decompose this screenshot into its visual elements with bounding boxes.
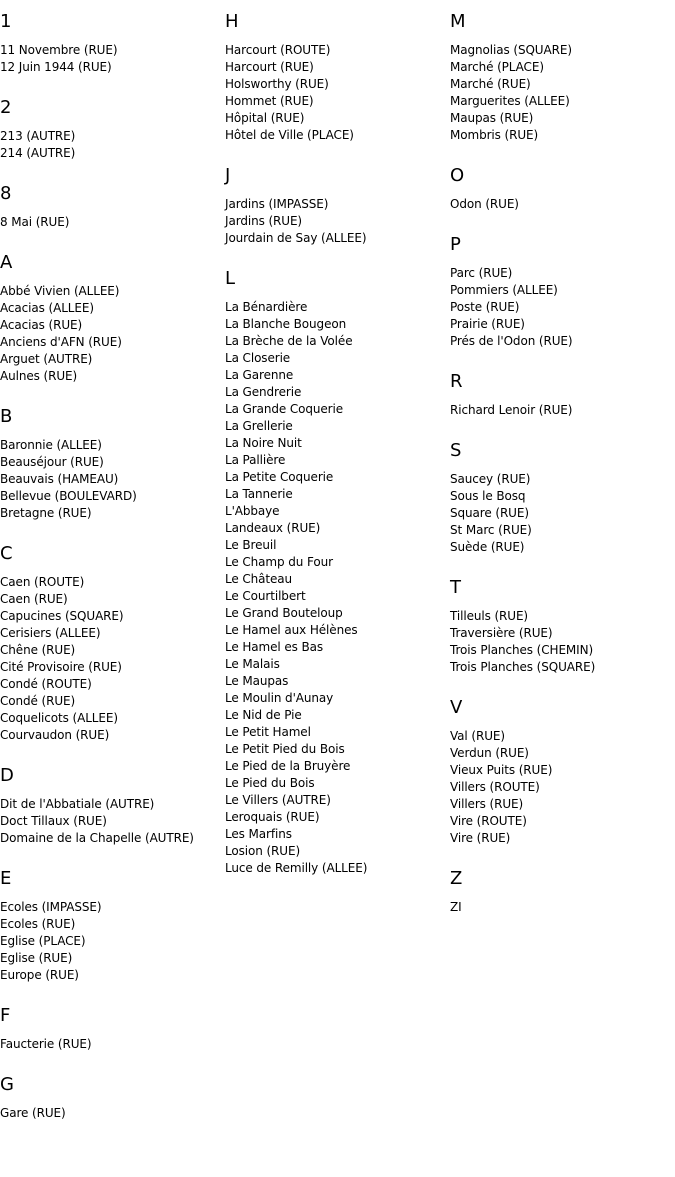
street-item[interactable]: Dit de l'Abbatiale (AUTRE) — [0, 797, 155, 811]
street-item[interactable]: 214 (AUTRE) — [0, 146, 76, 160]
letter-heading: A — [0, 252, 13, 273]
letter-group — [0, 543, 225, 744]
street-item[interactable]: Marché (PLACE) — [450, 60, 544, 74]
street-item[interactable]: Le Nid de Pie — [225, 708, 302, 722]
street-list — [450, 608, 675, 676]
letter-group — [0, 183, 225, 231]
letter-heading: M — [450, 11, 466, 32]
street-item[interactable]: Le Hamel aux Hélènes — [225, 623, 358, 637]
street-item[interactable]: Prairie (RUE) — [450, 317, 525, 331]
street-item[interactable]: Beauséjour (RUE) — [0, 455, 104, 469]
street-item[interactable]: Jourdain de Say (ALLEE) — [225, 231, 367, 245]
street-item[interactable]: La Garenne — [225, 368, 294, 382]
street-item[interactable]: Jardins (RUE) — [225, 214, 303, 228]
street-item[interactable]: Val (RUE) — [450, 729, 505, 743]
letter-group — [0, 765, 225, 847]
street-item[interactable]: Harcourt (ROUTE) — [225, 43, 331, 57]
street-item[interactable]: Acacias (ALLEE) — [0, 301, 94, 315]
street-list — [0, 574, 225, 744]
letter-heading: Z — [450, 868, 463, 889]
street-item[interactable]: 213 (AUTRE) — [0, 129, 76, 143]
street-item[interactable]: Ecoles (RUE) — [0, 917, 76, 931]
street-item[interactable]: Pommiers (ALLEE) — [450, 283, 558, 297]
letter-heading: C — [0, 543, 13, 564]
street-item[interactable]: L'Abbaye — [225, 504, 280, 518]
street-item[interactable]: Le Pied de la Bruyère — [225, 759, 351, 773]
street-item[interactable]: Le Courtilbert — [225, 589, 306, 603]
index-column — [450, 11, 675, 937]
street-item[interactable]: Vire (RUE) — [450, 831, 511, 845]
street-item[interactable]: Le Malais — [225, 657, 280, 671]
street-item[interactable]: ZI — [450, 900, 462, 914]
street-item[interactable]: Europe (RUE) — [0, 968, 79, 982]
street-item[interactable]: La Gendrerie — [225, 385, 302, 399]
street-item[interactable]: Courvaudon (RUE) — [0, 728, 110, 742]
street-item[interactable]: Luce de Remilly (ALLEE) — [225, 861, 368, 875]
letter-heading: D — [0, 765, 14, 786]
letter-group — [450, 868, 675, 916]
street-item[interactable]: La Closerie — [225, 351, 291, 365]
street-item[interactable]: Cité Provisoire (RUE) — [0, 660, 122, 674]
street-item[interactable]: Le Maupas — [225, 674, 289, 688]
street-item[interactable]: Aulnes (RUE) — [0, 369, 78, 383]
street-item[interactable]: Trois Planches (SQUARE) — [450, 660, 596, 674]
letter-group — [0, 868, 225, 984]
street-item[interactable]: Capucines (SQUARE) — [0, 609, 124, 623]
street-item[interactable]: Arguet (AUTRE) — [0, 352, 93, 366]
street-list — [450, 402, 675, 419]
letter-heading: F — [0, 1005, 11, 1026]
letter-heading: T — [450, 577, 461, 598]
street-item[interactable]: Chêne (RUE) — [0, 643, 76, 657]
letter-group — [0, 252, 225, 385]
street-item[interactable]: Odon (RUE) — [450, 197, 519, 211]
index-column — [225, 11, 450, 898]
street-list — [450, 471, 675, 556]
street-item[interactable]: Tilleuls (RUE) — [450, 609, 529, 623]
street-item[interactable]: Condé (RUE) — [0, 694, 76, 708]
letter-group — [450, 697, 675, 847]
letter-group — [0, 406, 225, 522]
street-item[interactable]: Saucey (RUE) — [450, 472, 531, 486]
street-item[interactable]: 12 Juin 1944 (RUE) — [0, 60, 112, 74]
letter-group — [450, 371, 675, 419]
street-item[interactable]: Bellevue (BOULEVARD) — [0, 489, 137, 503]
street-list — [0, 437, 225, 522]
street-item[interactable]: Hommet (RUE) — [225, 94, 314, 108]
street-item[interactable]: La Tannerie — [225, 487, 293, 501]
street-item[interactable]: Sous le Bosq — [450, 489, 526, 503]
letter-heading: G — [0, 1074, 14, 1095]
letter-heading: O — [450, 165, 465, 186]
street-item[interactable]: Acacias (RUE) — [0, 318, 83, 332]
street-item[interactable]: Leroquais (RUE) — [225, 810, 320, 824]
street-list — [450, 899, 675, 916]
street-item[interactable]: Le Château — [225, 572, 293, 586]
street-list — [450, 265, 675, 350]
letter-group — [0, 97, 225, 162]
street-list — [0, 899, 225, 984]
street-list — [225, 299, 450, 877]
index-column — [0, 11, 225, 1143]
street-item[interactable]: Jardins (IMPASSE) — [225, 197, 329, 211]
street-item[interactable]: Abbé Vivien (ALLEE) — [0, 284, 120, 298]
street-item[interactable]: La Grande Coquerie — [225, 402, 344, 416]
letter-heading: B — [0, 406, 13, 427]
street-item[interactable]: Losion (RUE) — [225, 844, 301, 858]
street-list — [450, 42, 675, 144]
street-item[interactable]: Condé (ROUTE) — [0, 677, 92, 691]
street-item[interactable]: Eglise (PLACE) — [0, 934, 86, 948]
street-item[interactable]: Villers (ROUTE) — [450, 780, 540, 794]
letter-group — [225, 268, 450, 877]
street-item[interactable]: Vire (ROUTE) — [450, 814, 527, 828]
street-item[interactable]: Le Villers (AUTRE) — [225, 793, 331, 807]
letter-heading: S — [450, 440, 462, 461]
street-item[interactable]: Ecoles (IMPASSE) — [0, 900, 102, 914]
street-item[interactable]: St Marc (RUE) — [450, 523, 532, 537]
street-item[interactable]: Harcourt (RUE) — [225, 60, 314, 74]
letter-heading: 2 — [0, 97, 12, 118]
street-item[interactable]: Eglise (RUE) — [0, 951, 73, 965]
letter-group — [450, 165, 675, 213]
street-item[interactable]: Le Champ du Four — [225, 555, 333, 569]
street-item[interactable]: Caen (ROUTE) — [0, 575, 85, 589]
street-list — [0, 1105, 225, 1122]
street-item[interactable]: Square (RUE) — [450, 506, 529, 520]
street-item[interactable]: 8 Mai (RUE) — [0, 215, 70, 229]
letter-heading: 1 — [0, 11, 12, 32]
street-item[interactable]: Baronnie (ALLEE) — [0, 438, 102, 452]
street-item[interactable]: Faucterie (RUE) — [0, 1037, 92, 1051]
street-item[interactable]: Hôpital (RUE) — [225, 111, 305, 125]
street-item[interactable]: Maupas (RUE) — [450, 111, 534, 125]
street-item[interactable]: Verdun (RUE) — [450, 746, 529, 760]
street-item[interactable]: Le Grand Bouteloup — [225, 606, 343, 620]
street-item[interactable]: La Pallière — [225, 453, 286, 467]
street-item[interactable]: Le Hamel es Bas — [225, 640, 324, 654]
letter-heading: P — [450, 234, 461, 255]
street-item[interactable]: La Bénardière — [225, 300, 308, 314]
street-item[interactable]: La Blanche Bougeon — [225, 317, 347, 331]
street-item[interactable]: Suède (RUE) — [450, 540, 525, 554]
street-list — [0, 283, 225, 385]
letter-group — [0, 1074, 225, 1122]
letter-heading: E — [0, 868, 12, 889]
street-item[interactable]: Le Breuil — [225, 538, 277, 552]
street-list — [0, 128, 225, 162]
letter-group — [450, 11, 675, 144]
street-item[interactable]: Parc (RUE) — [450, 266, 513, 280]
street-item[interactable]: Cerisiers (ALLEE) — [0, 626, 101, 640]
street-item[interactable]: Landeaux (RUE) — [225, 521, 321, 535]
street-item[interactable]: La Noire Nuit — [225, 436, 302, 450]
street-item[interactable]: Marché (RUE) — [450, 77, 531, 91]
street-item[interactable]: Holsworthy (RUE) — [225, 77, 329, 91]
street-list — [0, 42, 225, 76]
street-item[interactable]: Coquelicots (ALLEE) — [0, 711, 118, 725]
street-item[interactable]: Magnolias (SQUARE) — [450, 43, 572, 57]
letter-heading: V — [450, 697, 463, 718]
street-item[interactable]: Villers (RUE) — [450, 797, 524, 811]
street-item[interactable]: Traversière (RUE) — [450, 626, 553, 640]
street-item[interactable]: Le Petit Pied du Bois — [225, 742, 345, 756]
letter-heading: R — [450, 371, 463, 392]
street-item[interactable]: Marguerites (ALLEE) — [450, 94, 570, 108]
street-item[interactable]: Gare (RUE) — [0, 1106, 66, 1120]
letter-group — [450, 440, 675, 556]
street-list — [450, 728, 675, 847]
letter-heading: L — [225, 268, 236, 289]
letter-group — [0, 11, 225, 76]
street-item[interactable]: La Brèche de la Volée — [225, 334, 353, 348]
street-item[interactable]: Domaine de la Chapelle (AUTRE) — [0, 831, 194, 845]
street-item[interactable]: Doct Tillaux (RUE) — [0, 814, 107, 828]
letter-heading: 8 — [0, 183, 12, 204]
street-list — [0, 214, 225, 231]
letter-group — [0, 1005, 225, 1053]
letter-group — [450, 234, 675, 350]
street-item[interactable]: Caen (RUE) — [0, 592, 68, 606]
street-item[interactable]: Le Pied du Bois — [225, 776, 315, 790]
letter-group — [225, 165, 450, 247]
letter-group — [225, 11, 450, 144]
street-list — [450, 196, 675, 213]
street-item[interactable]: La Petite Coquerie — [225, 470, 334, 484]
street-item[interactable]: Le Petit Hamel — [225, 725, 311, 739]
letter-heading: H — [225, 11, 239, 32]
street-item[interactable]: La Grellerie — [225, 419, 293, 433]
street-item[interactable]: 11 Novembre (RUE) — [0, 43, 118, 57]
street-item[interactable]: Beauvais (HAMEAU) — [0, 472, 119, 486]
street-item[interactable]: Trois Planches (CHEMIN) — [450, 643, 594, 657]
street-list — [225, 196, 450, 247]
street-item[interactable]: Bretagne (RUE) — [0, 506, 92, 520]
street-item[interactable]: Anciens d'AFN (RUE) — [0, 335, 122, 349]
street-item[interactable]: Vieux Puits (RUE) — [450, 763, 553, 777]
street-list — [0, 796, 225, 847]
street-list — [0, 1036, 225, 1053]
street-item[interactable]: Richard Lenoir (RUE) — [450, 403, 573, 417]
street-item[interactable]: Poste (RUE) — [450, 300, 520, 314]
street-item[interactable]: Le Moulin d'Aunay — [225, 691, 334, 705]
street-item[interactable]: Les Marfins — [225, 827, 292, 841]
street-item[interactable]: Hôtel de Ville (PLACE) — [225, 128, 354, 142]
street-list — [225, 42, 450, 144]
letter-heading: J — [225, 165, 231, 186]
letter-group — [450, 577, 675, 676]
street-item[interactable]: Prés de l'Odon (RUE) — [450, 334, 573, 348]
street-item[interactable]: Mombris (RUE) — [450, 128, 539, 142]
